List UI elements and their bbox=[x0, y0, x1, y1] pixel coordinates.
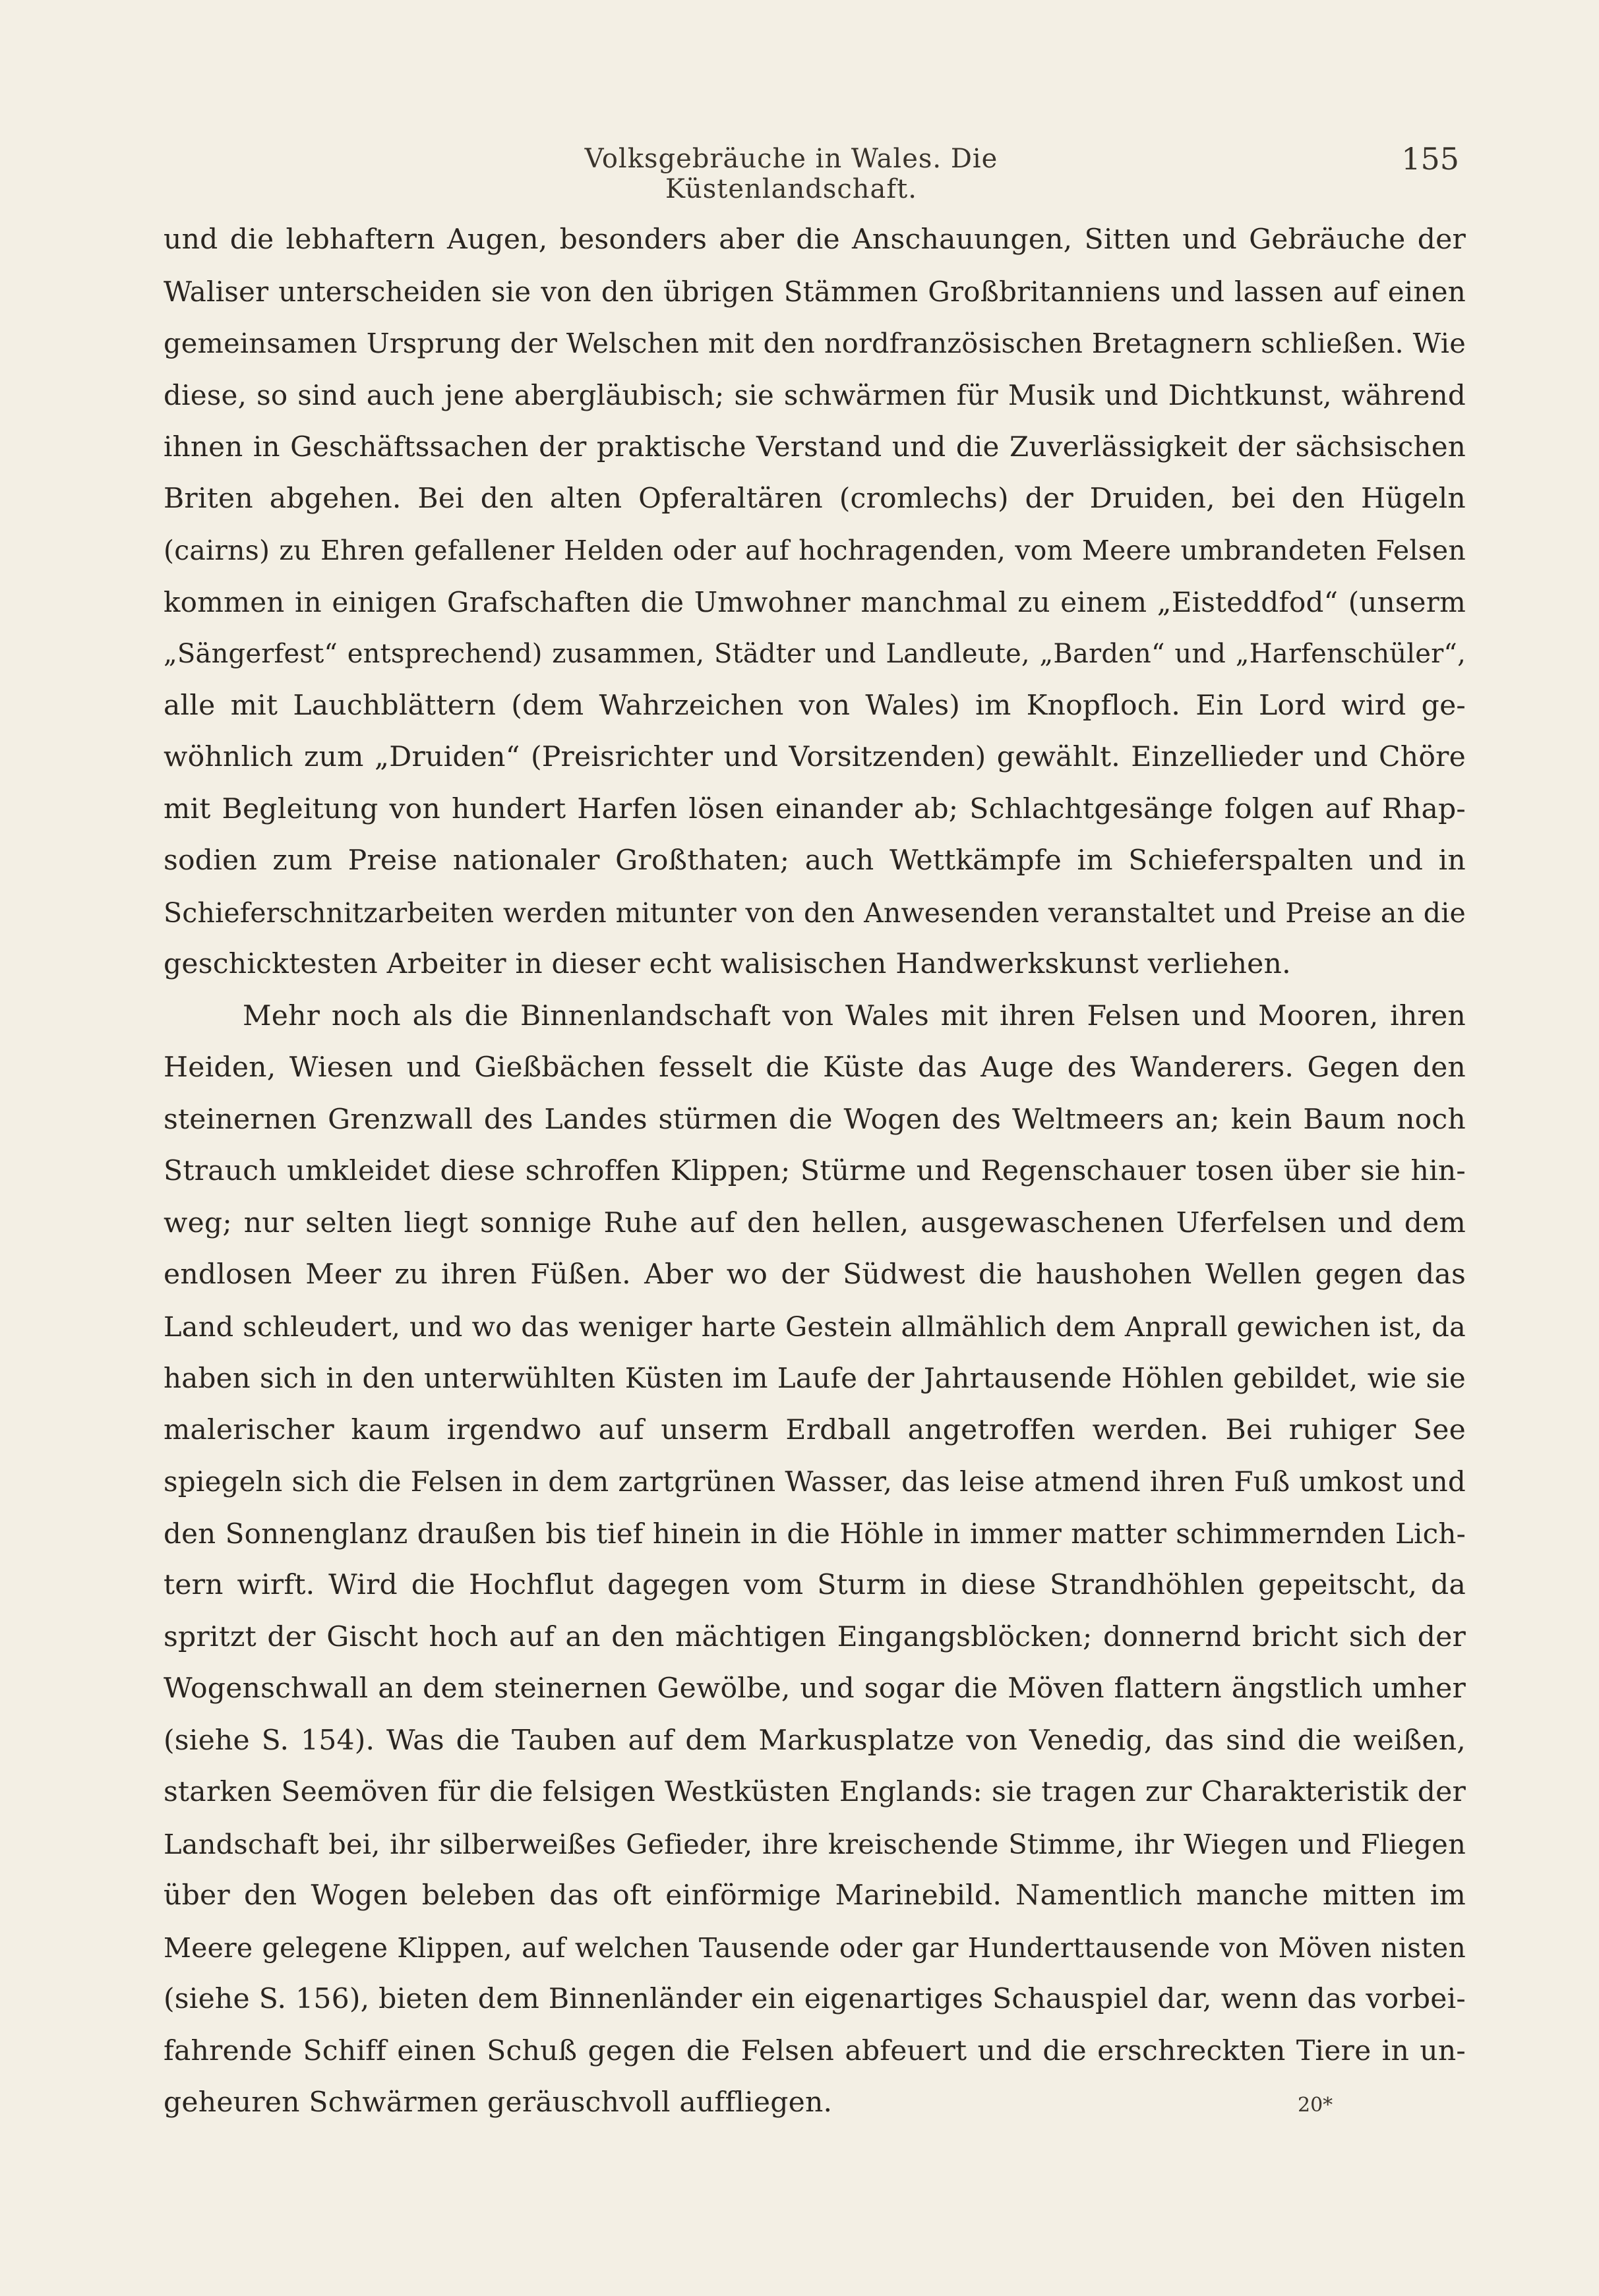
text-line: malerischer kaum irgendwo auf unserm Erdball angetroffen werden. Bei ruhiger See bbox=[164, 1413, 1466, 1446]
text-line: tern wirft. Wird die Hochflut dagegen vom Sturm in diese Strandhöhlen gepeitscht, da bbox=[164, 1569, 1466, 1601]
text-line: (siehe S. 154). Was die Tauben auf dem Markusplatze von Venedig, das sind die weißen, bbox=[164, 1724, 1466, 1757]
running-title: Volksgebräuche in Wales. Die Küstenlandschaft. bbox=[584, 144, 998, 204]
text-line: (siehe S. 156), bieten dem Binnenländer ein eigenartiges Schauspiel dar, wenn das vorbei- bbox=[164, 1983, 1466, 2015]
text-line: Wogenschwall an dem steinernen Gewölbe, und sogar die Möven flattern ängstlich umher bbox=[164, 1672, 1466, 1705]
text-line: über den Wogen beleben das oft einförmige Marinebild. Namentlich manche mitten im bbox=[164, 1879, 1466, 1912]
signature-mark: 20* bbox=[1298, 2094, 1333, 2117]
text-line: spiegeln sich die Felsen in dem zartgrünen Wasser, das leise atmend ihren Fuß umkost und bbox=[164, 1465, 1466, 1498]
text-line: Mehr noch als die Binnenlandschaft von Wales mit ihren Felsen und Mooren, ihren bbox=[243, 999, 1466, 1032]
text-line: spritzt der Gischt hoch auf an den mächtigen Eingangsblöcken; donnernd bricht sich der bbox=[164, 1620, 1466, 1653]
text-line: steinernen Grenzwall des Landes stürmen die Wogen des Weltmeers an; kein Baum noch bbox=[164, 1103, 1466, 1136]
paragraph-2 bbox=[164, 991, 1466, 2129]
text-line: sodien zum Preise nationaler Großthaten; auch Wettkämpfe im Schieferspalten und in bbox=[164, 844, 1466, 877]
text-line: Briten abgehen. Bei den alten Opferaltären (cromlechs) der Druiden, bei den Hügeln bbox=[164, 482, 1466, 515]
text-line: fahrende Schiff einen Schuß gegen die Felsen abfeuert und die erschreckten Tiere in un- bbox=[164, 2034, 1466, 2067]
text-line: „Sängerfest“ entsprechend) zusammen, Städter und Landleute, „Barden“ und „Harfenschüler“, bbox=[164, 639, 1466, 669]
text-line: Strauch umkleidet diese schroffen Klippen; Stürme und Regenschauer tosen über sie hin- bbox=[164, 1155, 1466, 1187]
text-line: weg; nur selten liegt sonnige Ruhe auf den hellen, ausgewaschenen Uferfelsen und dem bbox=[164, 1206, 1466, 1239]
text-line: den Sonnenglanz draußen bis tief hinein in die Höhle in immer matter schimmernden Lich- bbox=[164, 1517, 1466, 1550]
text-line: endlosen Meer zu ihren Füßen. Aber wo der Südwest die haushohen Wellen gegen das bbox=[164, 1258, 1466, 1291]
text-line: (cairns) zu Ehren gefallener Helden oder auf hochragenden, vom Meere umbrandeten Felsen bbox=[164, 535, 1466, 566]
text-line: Waliser unterscheiden sie von den übrigen Stämmen Großbritanniens und lassen auf einen bbox=[164, 275, 1466, 308]
text-line: Land schleudert, und wo das weniger harte Gestein allmählich dem Anprall gewichen ist, da bbox=[164, 1310, 1466, 1343]
text-line: Heiden, Wiesen und Gießbächen fesselt die Küste das Auge des Wanderers. Gegen den bbox=[164, 1051, 1466, 1084]
text-line: Landschaft bei, ihr silberweißes Gefieder, ihre kreischende Stimme, ihr Wiegen und Fliegen bbox=[164, 1827, 1466, 1860]
text-line: geheuren Schwärmen geräuschvoll auffliegen. bbox=[164, 2086, 833, 2119]
text-line: gemeinsamen Ursprung der Welschen mit den nordfranzösischen Bretagnern schließen. Wie bbox=[164, 327, 1466, 359]
body-text bbox=[164, 214, 1466, 2129]
text-line: ihnen in Geschäftssachen der praktische Verstand und die Zuverlässigkeit der sächsischen bbox=[164, 430, 1466, 463]
text-line: geschicktesten Arbeiter in dieser echt walisischen Handwerkskunst verliehen. bbox=[164, 948, 1291, 980]
text-line: alle mit Lauchblättern (dem Wahrzeichen von Wales) im Knopfloch. Ein Lord wird ge- bbox=[164, 689, 1466, 722]
text-line: mit Begleitung von hundert Harfen lösen einander ab; Schlachtgesänge folgen auf Rhap- bbox=[164, 792, 1466, 825]
page-number: 155 bbox=[1401, 141, 1459, 177]
text-line: haben sich in den unterwühlten Küsten im Laufe der Jahrtausende Höhlen gebildet, wie sie bbox=[164, 1362, 1466, 1394]
text-line: wöhnlich zum „Druiden“ (Preisrichter und Vorsitzenden) gewählt. Einzellieder und Chöre bbox=[164, 741, 1466, 773]
text-line: und die lebhaftern Augen, besonders aber die Anschauungen, Sitten und Gebräuche der bbox=[164, 223, 1466, 256]
text-line: diese, so sind auch jene abergläubisch; sie schwärmen für Musik und Dichtkunst, während bbox=[164, 378, 1466, 411]
paragraph-1 bbox=[164, 214, 1466, 991]
text-line: Meere gelegene Klippen, auf welchen Tausende oder gar Hunderttausende von Möven nisten bbox=[164, 1931, 1466, 1964]
text-line: kommen in einigen Grafschaften die Umwohner manchmal zu einem „Eisteddfod“ (unserm bbox=[164, 585, 1466, 618]
text-line: starken Seemöven für die felsigen Westküsten Englands: sie tragen zur Charakteristik der bbox=[164, 1776, 1466, 1808]
text-line: Schieferschnitzarbeiten werden mitunter von den Anwesenden veranstaltet und Preise an die bbox=[164, 897, 1466, 929]
